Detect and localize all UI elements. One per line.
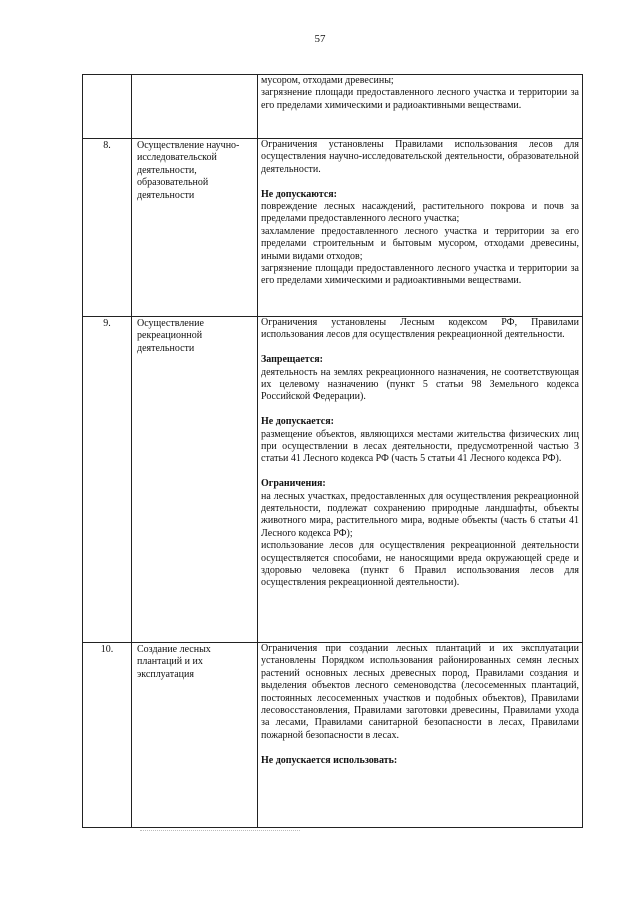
row-number: 9. — [103, 318, 111, 329]
restriction-text: на лесных участках, предоставленных для осуществления рекреационной деятельности, подлежат сохранению природные ландшафты, объекты животного мира, растительного мира, водные объекты (часть 6 статьи 41 Лесного кодекса РФ); — [261, 490, 579, 539]
activity-name: Осуществление научно-исследовательской деятельности, образовательной деятельности — [137, 140, 240, 201]
scan-artifact — [140, 830, 300, 832]
page-number: 57 — [314, 33, 326, 45]
section-heading: Не допускаются: — [261, 188, 338, 200]
restriction-text: загрязнение площади предоставленного лесного участка и территории за его пределами химическими и радиоактивными веществами. — [261, 263, 579, 287]
section-heading: Не допускается использовать: — [261, 754, 398, 766]
restrictions-table — [82, 74, 583, 828]
row-number: 10. — [100, 644, 114, 655]
row-number: 8. — [103, 140, 111, 151]
activity-cell — [132, 317, 258, 643]
restriction-text: размещение объектов, являющихся местами жительства физических лиц при осуществлении в лесах деятельности, предусмотренной частью 3 статьи 41 Лесного кодекса РФ (часть 5 статьи 41 Лесного кодекса РФ). — [261, 428, 579, 465]
activity-name: Создание лесных плантаций и их эксплуатация — [137, 644, 211, 680]
restrictions-cell — [258, 317, 583, 643]
row-number-cell — [83, 139, 132, 317]
restriction-text: деятельность на землях рекреационного назначения, не соответствующая их целевому назначению (пункт 5 статьи 98 Земельного кодекса Российской Федерации). — [261, 366, 579, 403]
table-row-8 — [83, 139, 583, 317]
restriction-intro: Ограничения при создании лесных плантаций и их эксплуатации установлены Порядком использования районированных семян лесных растений основных лесных древесных пород, Правилами создания и выделения объектов лесного семеноводства (лесосеменных плантаций, постоянных лесосеменных участков и подобных объектов), Правилами лесовосстановления, Правилами заготовки древесины, Правилами ухода за лесами, Правилами санитарной безопасности в лесах, Правилами пожарной безопасности в лесах. — [261, 643, 579, 741]
row-number-cell — [83, 317, 132, 643]
activity-name: Осуществление рекреационной деятельности — [137, 318, 204, 354]
row-number-cell — [83, 75, 132, 139]
restriction-text: использование лесов для осуществления рекреационной деятельности осуществляется способами, не наносящими вреда окружающей среде и здоровью человека (пункт 6 Правил использования лесов для осуществления рекреационной деятельности). — [261, 540, 579, 589]
restriction-text: повреждение лесных насаждений, растительного покрова и почв за пределами предоставленного лесного участка; — [261, 201, 579, 225]
table-row-10 — [83, 643, 583, 828]
activity-cell — [132, 643, 258, 828]
row-number-cell — [83, 643, 132, 828]
section-heading: Ограничения: — [261, 478, 326, 490]
restriction-intro: Ограничения установлены Лесным кодексом РФ, Правилами использования лесов для осуществления рекреационной деятельности. — [261, 317, 579, 341]
table-row-continuation — [83, 75, 583, 139]
table-row-9 — [83, 317, 583, 643]
restrictions-cell — [258, 75, 583, 139]
restriction-intro: Ограничения установлены Правилами использования лесов для осуществления научно-исследовательской деятельности, образовательной деятельности. — [261, 139, 579, 175]
section-heading: Запрещается: — [261, 354, 324, 366]
section-heading: Не допускается: — [261, 416, 334, 428]
restrictions-cell — [258, 139, 583, 317]
restriction-text: загрязнение площади предоставленного лесного участка и территории за его пределами химическими и радиоактивными веществами. — [261, 87, 579, 111]
restriction-text: захламление предоставленного лесного участка и территории за его пределами строительным и бытовым мусором, отходами древесины, иными видами отходов; — [261, 225, 579, 262]
activity-cell — [132, 139, 258, 317]
restriction-text: мусором, отходами древесины; — [261, 75, 394, 86]
restrictions-cell — [258, 643, 583, 828]
activity-cell — [132, 75, 258, 139]
